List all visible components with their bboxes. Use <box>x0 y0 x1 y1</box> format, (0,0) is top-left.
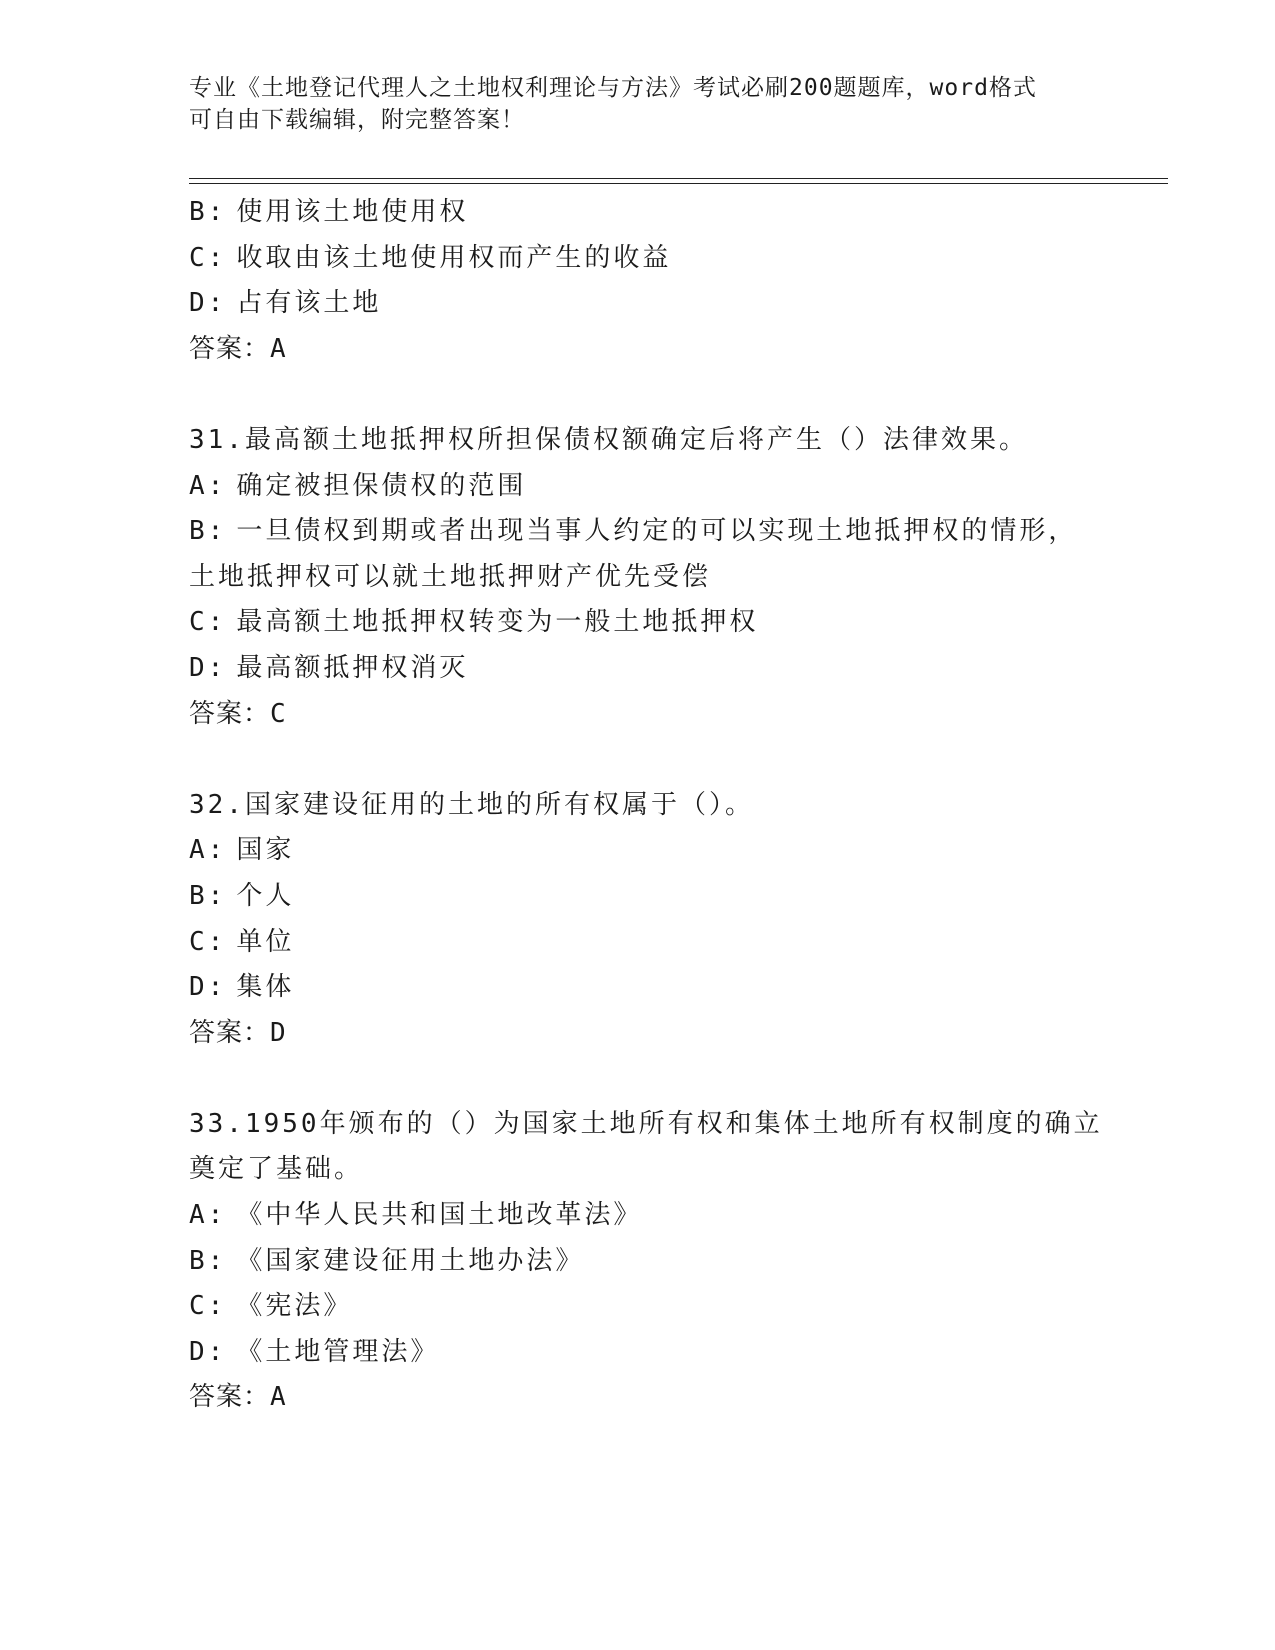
question-block-30 <box>189 190 1089 372</box>
header-line-2: 可自由下载编辑，附完整答案！ <box>189 107 525 133</box>
option-c: C: 单位 <box>189 926 295 957</box>
answer: 答案：D <box>189 1017 287 1048</box>
option-a: A: 确定被担保债权的范围 <box>189 470 527 501</box>
option-c: C: 最高额土地抵押权转变为一般土地抵押权 <box>189 607 759 638</box>
question-text: 32.国家建设征用的土地的所有权属于（）。 <box>189 789 754 820</box>
question-text: 31.最高额土地抵押权所担保债权额确定后将产生（）法律效果。 <box>189 424 1028 455</box>
question-block-32 <box>189 783 1089 1057</box>
option-d: D: 集体 <box>189 972 295 1003</box>
option-d: D: 占有该土地 <box>189 288 382 319</box>
question-block-33 <box>189 1102 1103 1421</box>
page-header <box>189 72 1089 136</box>
option-a: A: 《中华人民共和国土地改革法》 <box>189 1200 643 1231</box>
option-b: B: 使用该土地使用权 <box>189 197 469 227</box>
option-b: B: 一旦债权到期或者出现当事人约定的可以实现土地抵押权的情形， <box>189 516 1078 547</box>
question-block-31 <box>189 418 1089 737</box>
question-content <box>189 190 1103 1421</box>
option-b-continued: 土地抵押权可以就土地抵押财产优先受偿 <box>189 561 712 592</box>
option-a: A: 国家 <box>189 835 295 866</box>
answer: 答案：C <box>189 698 287 729</box>
answer: 答案：A <box>189 333 287 364</box>
header-rule-bottom <box>189 183 1168 184</box>
question-text: 33.1950年颁布的（）为国家土地所有权和集体土地所有权制度的确立 <box>189 1108 1103 1139</box>
option-c: C: 《宪法》 <box>189 1291 353 1322</box>
option-b: B: 《国家建设征用土地办法》 <box>189 1245 585 1276</box>
header-rule-top <box>189 178 1168 179</box>
header-line-1: 专业《土地登记代理人之土地权利理论与方法》考试必刷200题题库，word格式 <box>189 75 1037 101</box>
option-c: C: 收取由该土地使用权而产生的收益 <box>189 242 672 273</box>
option-d: D: 最高额抵押权消灭 <box>189 652 469 683</box>
question-text-continued: 奠定了基础。 <box>189 1154 364 1185</box>
answer: 答案：A <box>189 1382 287 1413</box>
option-d: D: 《土地管理法》 <box>189 1336 440 1367</box>
option-b: B: 个人 <box>189 880 295 911</box>
